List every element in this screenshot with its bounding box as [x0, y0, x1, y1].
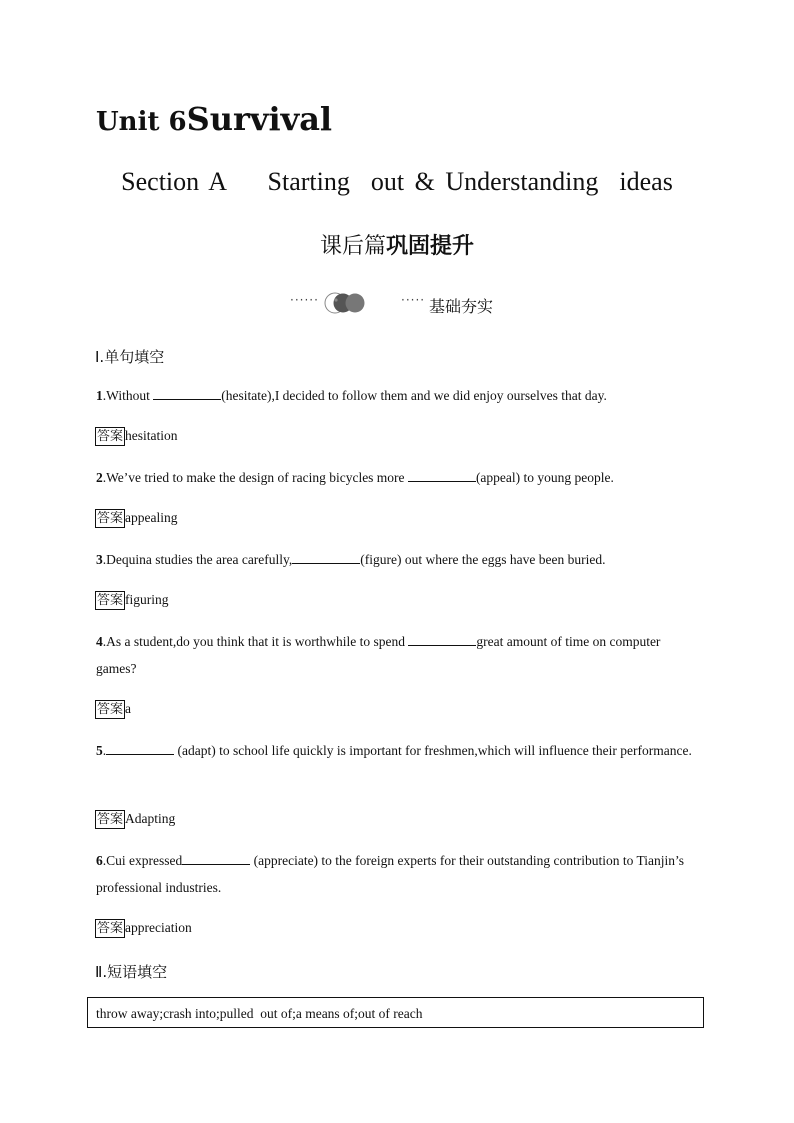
phrase-box: throw away;crash into;pulled out of;a means of;out of reach — [87, 997, 704, 1028]
answer-text: a — [125, 701, 132, 716]
answer-text: appreciation — [125, 920, 192, 935]
part1-heading: Ⅰ.单句填空 — [95, 348, 165, 366]
answer-blank[interactable] — [292, 552, 360, 564]
answer-text: figuring — [125, 592, 169, 607]
part2-heading: Ⅱ.短语填空 — [95, 963, 168, 981]
answer-1 — [95, 427, 178, 446]
answer-blank[interactable] — [153, 388, 221, 400]
answer-4 — [95, 700, 131, 719]
question-3: 3.Dequina studies the area carefully, (figure) out where the eggs have been buried. — [96, 552, 606, 567]
unit-number: Unit 6 — [96, 107, 187, 137]
question-5: 5. (adapt) to school life quickly is important for freshmen,which will influence their performance. — [96, 743, 692, 758]
answer-tag: 答案 — [97, 702, 124, 717]
answer-blank[interactable] — [408, 470, 476, 482]
answer-tag: 答案 — [97, 921, 124, 936]
answer-blank[interactable] — [182, 853, 250, 865]
question-1: 1.Without (hesitate),I decided to follow them and we did enjoy ourselves that day. — [96, 388, 607, 403]
question-4: 4.As a student,do you think that it is worthwhile to spend great amount of time on computer games? — [96, 634, 661, 676]
unit-name: Survival — [186, 100, 333, 138]
answer-3 — [95, 591, 169, 610]
answer-tag: 答案 — [97, 511, 124, 526]
answer-blank[interactable] — [408, 634, 476, 646]
dots-right: ····· — [401, 293, 426, 307]
answer-text: hesitation — [125, 428, 178, 443]
section-title: Section A Starting out & Understanding ideas — [121, 167, 673, 196]
answer-text: appealing — [125, 510, 178, 525]
subtitle-prefix: 课后篇 — [319, 234, 386, 259]
page-subtitle — [0, 229, 794, 260]
answer-5 — [95, 810, 175, 829]
answer-tag: 答案 — [97, 812, 124, 827]
answer-tag: 答案 — [97, 593, 124, 608]
level-label: 基础夯实 — [429, 297, 494, 316]
answer-text: Adapting — [125, 811, 176, 826]
answer-6 — [95, 919, 192, 938]
subtitle-bold: 巩固提升 — [386, 234, 475, 259]
question-6: 6.Cui expressed (appreciate) to the foreign experts for their outstanding contribution to Tianjin’s professional industries. — [96, 853, 685, 895]
answer-blank[interactable] — [106, 743, 174, 755]
level-banner — [288, 291, 518, 315]
dots-left: ······ — [290, 293, 319, 307]
answer-2 — [95, 509, 178, 528]
circles-icon — [322, 291, 370, 319]
unit-title — [96, 100, 332, 138]
answer-tag: 答案 — [97, 429, 124, 444]
question-2: 2.We’ve tried to make the design of racing bicycles more (appeal) to young people. — [96, 470, 614, 485]
